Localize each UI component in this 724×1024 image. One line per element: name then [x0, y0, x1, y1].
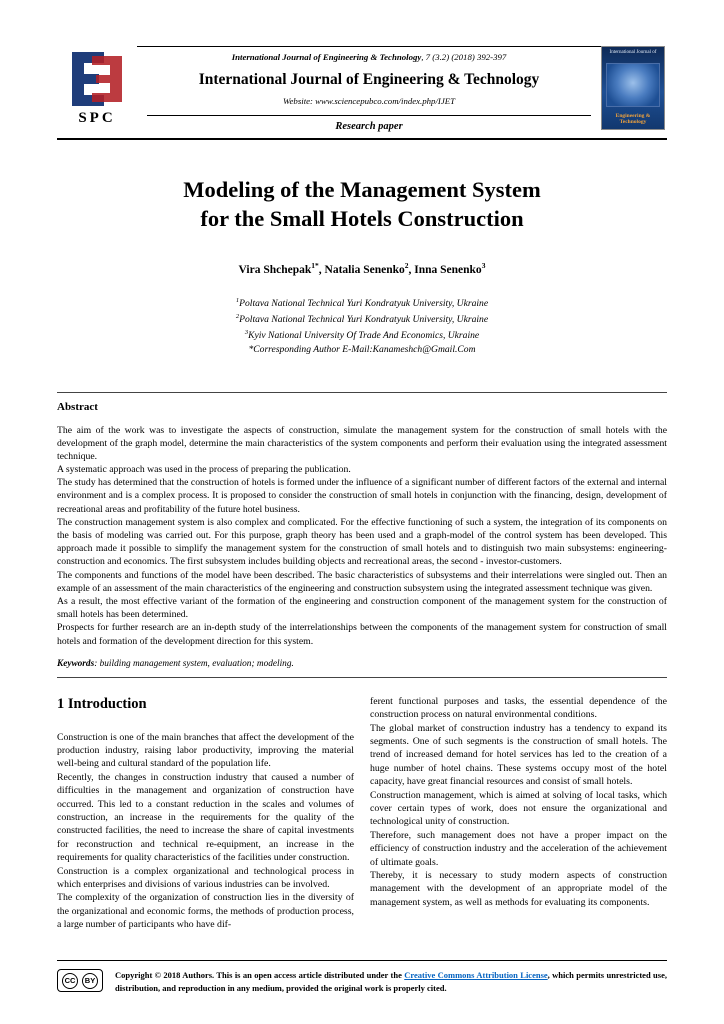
author: Inna Senenko — [414, 263, 482, 276]
copyright-suffix: , which permits unrestricted use, distribution, and reproduction in any medium, provided the original work is properly cited. — [115, 970, 667, 993]
corresponding-author: *Corresponding Author E-Mail:Kanameshch@Gmail.Com — [248, 344, 476, 356]
affiliation-superscript: 1 — [235, 297, 240, 305]
left-column — [57, 695, 354, 932]
affiliation — [57, 296, 667, 312]
abstract-paragraph: The study has determined that the construction of hotels is formed under the influence of a significant number of different factors of the external and internal environment and is a complex process. It is proposed to consider the construction of small hotels in conjunction with the financing, design, development of recreational areas and profitability of the future hotel business. — [57, 477, 667, 515]
abstract-paragraph: The construction management system is also complex and complicated. For the effective functioning of such a system, the integration of its components on the basis of modeling was carried out. For this purpose, graph theory has been used and a graph-model of the control system has been developed. This approach made it possible to simplify the management system for the construction of small hotels and to distinguish two main subsystems: engineering-construction and economics. The first subsystem includes building objects and recreational areas, the second - investor-customers. — [57, 516, 667, 568]
author-superscript: 1* — [311, 260, 319, 270]
cover-top-text: International Journal of — [609, 50, 657, 55]
title-line-2: for the Small Hotels Construction — [200, 205, 524, 231]
author-separator: , — [318, 263, 325, 276]
cc-by-icon: BY — [82, 973, 98, 989]
body-paragraph: The global market of construction industry has a tendency to expand its segments. One of such segments is the construction of small hotels. The trend of increased demand for hotel services has led to the creation of a huge number of hotel chains. These systems occupy most of the hotel capacity, have great financial resources and consist of small hotels. — [370, 722, 667, 788]
title-line-1: Modeling of the Management System — [183, 177, 541, 202]
body-columns — [57, 695, 667, 932]
journal-name: International Journal of Engineering & Technology — [198, 71, 540, 88]
abstract-paragraph: The components and functions of the model have been described. The basic characteristics of subsystems and their interrelations were singled out. Then an example of an assessment of the main characteristics of the engineering and construction subsystem using the integrated assessment technique was given. — [57, 569, 667, 594]
affiliation — [57, 328, 667, 344]
affiliation-text: Kyiv National University Of Trade And Economics, Ukraine — [248, 329, 480, 341]
spc-logo — [57, 46, 137, 135]
copyright-footer — [57, 960, 667, 995]
authors-line — [57, 261, 667, 276]
cover-art-image — [606, 63, 660, 107]
body-paragraph: ferent functional purposes and tasks, the essential dependence of the construction process on natural environmental conditions. — [370, 695, 667, 721]
abstract-top-rule — [57, 392, 667, 393]
journal-citation-detail: , 7 (3.2) (2018) 392-397 — [421, 52, 507, 62]
abstract-heading: Abstract — [57, 400, 98, 413]
body-paragraph: Thereby, it is necessary to study modern aspects of construction management with the development of an appropriate model of the management system, as well as methods for evaluating its components. — [370, 870, 667, 908]
author-superscript: 2 — [404, 260, 409, 270]
section-heading-introduction: 1 Introduction — [57, 695, 147, 712]
journal-cover-thumbnail — [601, 46, 665, 130]
keywords-label: Keywords — [57, 658, 95, 669]
author-separator: , — [408, 263, 415, 276]
copyright-prefix: Copyright © 2018 Authors. This is an open access article distributed under the — [115, 970, 405, 980]
author: Natalia Senenko — [324, 263, 405, 276]
body-paragraph: Therefore, such management does not have a proper impact on the efficiency of construction industry and the acceleration of the achievement of ultimate goals. — [370, 829, 667, 868]
affiliation-text: Poltava National Technical Yuri Kondratyuk University, Ukraine — [239, 314, 489, 326]
affiliation-superscript: 3 — [244, 328, 249, 336]
body-paragraph: Recently, the changes in construction industry that caused a number of difficulties in the management and organization of construction have occurred. This led to a constant reduction in the scales and volumes of construction, an increase in the requirements for the quality of the constructed facilities, the need to increase the share of capital investments for reconstruction and technical re-equipment, an increase in the requirements for quality characteristics of the facilities under construction. — [57, 771, 354, 864]
page-title — [57, 176, 667, 234]
body-paragraph: Construction management, which is aimed at solving of local tasks, which cover certain types of work, does not ensure the organizational and technological unity of construction. — [370, 789, 667, 828]
keywords-line — [57, 659, 667, 669]
body-paragraph: The complexity of the organization of construction lies in the diversity of the organizational and economic forms, the methods of production process, a large number of participants who have dif- — [57, 892, 354, 931]
spc-logo-text: SPC — [78, 110, 116, 126]
header-rule — [57, 138, 667, 140]
right-column — [370, 695, 667, 932]
creative-commons-license-link[interactable]: Creative Commons Attribution License — [404, 970, 548, 980]
spc-logo-icon — [66, 50, 128, 108]
author: Vira Shchepak — [238, 263, 312, 276]
body-paragraph: Construction is a complex organizational and technological process in which enterprises and divisions of various industries can be involved. — [57, 865, 354, 891]
cc-icon: CC — [62, 973, 78, 989]
affiliations-block — [57, 296, 667, 357]
abstract-paragraph: As a result, the most effective variant of the formation of the engineering and construction component of the management system for the construction of small hotels has been determined. — [57, 595, 667, 621]
paper-type-label: Research paper — [335, 121, 403, 132]
abstract-paragraph: A systematic approach was used in the process of preparing the publication. — [57, 464, 351, 476]
keywords-bottom-rule — [57, 677, 667, 678]
abstract-paragraph: The aim of the work was to investigate the aspects of construction, simulate the management system for the construction of small hotels with the development of the graph model, determine the main characteristics of the system components and perform their evaluation using the integrated assessment technique. — [57, 424, 667, 462]
affiliation-text: Poltava National Technical Yuri Kondratyuk University, Ukraine — [239, 298, 489, 310]
author-superscript: 3 — [481, 260, 486, 270]
copyright-text — [115, 969, 667, 995]
journal-cover-column — [601, 46, 667, 135]
abstract-paragraph: Prospects for further research are an in-depth study of the interrelationships between the components of the management system for construction of small hotels and formation of the development direction for this system. — [57, 622, 667, 647]
keywords-text: : building management system, evaluation; modeling. — [94, 658, 294, 669]
cover-title-text: Engineering & Technology — [615, 112, 651, 126]
journal-header — [57, 46, 667, 135]
journal-citation-title: International Journal of Engineering & Technology — [231, 52, 422, 62]
affiliation-superscript: 2 — [235, 313, 240, 320]
body-paragraph: Construction is one of the main branches that affect the development of the production industry, raising labor productivity, improving the material well-being and cultural standard of the population life. — [57, 731, 354, 770]
header-center — [137, 46, 601, 135]
journal-citation — [147, 52, 591, 62]
creative-commons-badge-icon — [57, 969, 103, 992]
journal-website: Website: www.sciencepubco.com/index.php/IJET — [283, 96, 455, 106]
abstract-text — [57, 424, 667, 648]
affiliation — [57, 312, 667, 328]
